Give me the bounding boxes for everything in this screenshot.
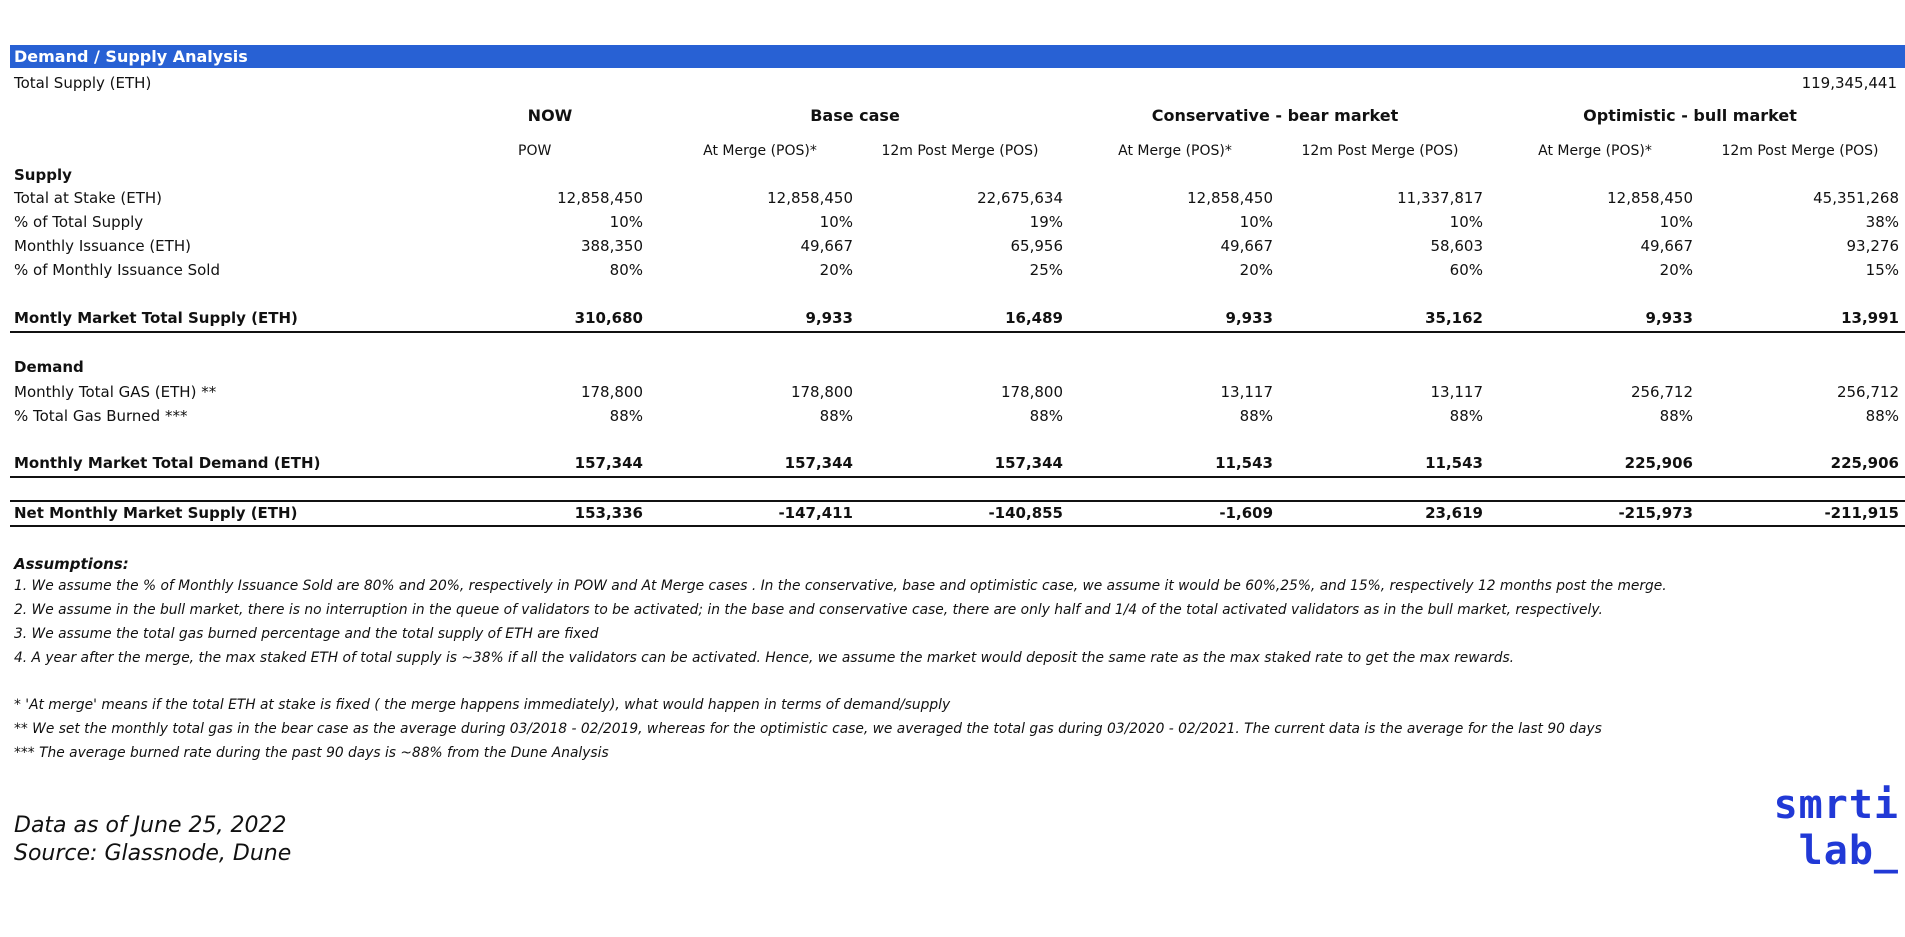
cell-now-pow: 178,800 (580, 383, 643, 401)
cell-opt-merge: 88% (1659, 407, 1693, 425)
cell-cons-merge: 13,117 (1220, 383, 1273, 401)
cell-opt-merge: 225,906 (1624, 454, 1693, 472)
supply-section-row (0, 163, 1905, 187)
total-supply-label: Total Supply (ETH) (14, 74, 152, 92)
sub-header-base-12m: 12m Post Merge (POS) (881, 143, 1039, 159)
cell-cons-merge: 49,667 (1220, 237, 1273, 255)
footnote-item: * 'At merge' means if the total ETH at stake is fixed ( the merge happens immediately), what would happen in terms of demand/supply (14, 697, 951, 713)
total-supply-row (0, 71, 1905, 95)
cell-base-merge: 49,667 (800, 237, 853, 255)
demand-total-row (0, 451, 1905, 475)
cell-now-pow: 388,350 (580, 237, 643, 255)
cell-base-merge: 9,933 (805, 309, 853, 327)
cell-now-pow: 88% (609, 407, 643, 425)
row-label: % of Total Supply (14, 213, 144, 231)
demand-section-row (0, 355, 1905, 379)
table-row (0, 186, 1905, 210)
group-header-optimistic: Optimistic - bull market (1583, 106, 1797, 125)
cell-base-12m: 22,675,634 (977, 189, 1063, 207)
table-row (0, 404, 1905, 428)
cell-base-12m: 16,489 (1005, 309, 1063, 327)
assumption-item: 3. We assume the total gas burned percentage and the total supply of ETH are fixed (14, 626, 599, 642)
cell-opt-12m: 45,351,268 (1813, 189, 1899, 207)
row-label: Total at Stake (ETH) (14, 189, 163, 207)
table-row (0, 380, 1905, 404)
cell-base-12m: 88% (1029, 407, 1063, 425)
cell-base-12m: 25% (1029, 261, 1063, 279)
cell-opt-merge: 9,933 (1645, 309, 1693, 327)
demand-section-heading: Demand (14, 358, 84, 376)
group-header-row (0, 104, 1905, 128)
cell-opt-12m: 38% (1865, 213, 1899, 231)
cell-opt-merge: 49,667 (1640, 237, 1693, 255)
cell-base-merge: -147,411 (778, 504, 853, 522)
cell-opt-merge: 10% (1659, 213, 1693, 231)
cell-opt-12m: 93,276 (1846, 237, 1899, 255)
cell-cons-12m: 58,603 (1430, 237, 1483, 255)
cell-cons-merge: 10% (1239, 213, 1273, 231)
logo-line-2: lab_ (1798, 828, 1899, 874)
cell-opt-merge: 256,712 (1630, 383, 1693, 401)
sub-header-base-merge: At Merge (POS)* (703, 143, 817, 159)
cell-cons-12m: 60% (1449, 261, 1483, 279)
cell-now-pow: 80% (609, 261, 643, 279)
row-label: Montly Market Total Supply (ETH) (14, 309, 298, 327)
cell-opt-12m: 225,906 (1830, 454, 1899, 472)
source-note: Source: Glassnode, Dune (14, 841, 292, 866)
cell-cons-12m: 10% (1449, 213, 1483, 231)
sub-header-opt-12m: 12m Post Merge (POS) (1721, 143, 1879, 159)
assumption-item: 1. We assume the % of Monthly Issuance Sold are 80% and 20%, respectively in POW and At Merge cases . In the conservative, base and optimistic case, we assume it would be 60%,25%, and 15%, respectively 12 months post the merge. (14, 578, 1667, 594)
cell-base-merge: 12,858,450 (767, 189, 853, 207)
total-supply-value: 119,345,441 (1801, 74, 1897, 92)
row-label: % of Monthly Issuance Sold (14, 261, 220, 279)
row-label: Monthly Issuance (ETH) (14, 237, 191, 255)
cell-base-12m: 19% (1029, 213, 1063, 231)
cell-base-merge: 20% (819, 261, 853, 279)
cell-cons-12m: 88% (1449, 407, 1483, 425)
cell-now-pow: 310,680 (574, 309, 643, 327)
cell-cons-merge: 9,933 (1225, 309, 1273, 327)
cell-cons-merge: -1,609 (1219, 504, 1273, 522)
cell-now-pow: 12,858,450 (557, 189, 643, 207)
cell-base-merge: 88% (819, 407, 853, 425)
cell-cons-12m: 11,337,817 (1397, 189, 1483, 207)
cell-opt-12m: 256,712 (1836, 383, 1899, 401)
sub-header-cons-12m: 12m Post Merge (POS) (1301, 143, 1459, 159)
cell-opt-12m: -211,915 (1824, 504, 1899, 522)
cell-cons-merge: 88% (1239, 407, 1273, 425)
sub-header-opt-merge: At Merge (POS)* (1538, 143, 1652, 159)
cell-base-12m: 65,956 (1010, 237, 1063, 255)
cell-base-12m: -140,855 (988, 504, 1063, 522)
cell-base-merge: 10% (819, 213, 853, 231)
row-label: Net Monthly Market Supply (ETH) (14, 504, 298, 522)
cell-now-pow: 10% (609, 213, 643, 231)
table-title: Demand / Supply Analysis (14, 47, 248, 66)
cell-opt-merge: 20% (1659, 261, 1693, 279)
row-label: Monthly Market Total Demand (ETH) (14, 454, 321, 472)
cell-cons-12m: 11,543 (1425, 454, 1483, 472)
group-header-now: NOW (527, 106, 573, 125)
cell-base-12m: 178,800 (1000, 383, 1063, 401)
group-header-base: Base case (810, 106, 900, 125)
cell-cons-12m: 35,162 (1425, 309, 1483, 327)
cell-base-merge: 157,344 (784, 454, 853, 472)
cell-opt-12m: 88% (1865, 407, 1899, 425)
cell-now-pow: 157,344 (574, 454, 643, 472)
cell-cons-merge: 11,543 (1215, 454, 1273, 472)
row-label: Monthly Total GAS (ETH) ** (14, 383, 217, 401)
row-label: % Total Gas Burned *** (14, 407, 188, 425)
divider (10, 525, 1905, 527)
data-as-of: Data as of June 25, 2022 (14, 813, 287, 838)
sub-header-row (0, 139, 1905, 163)
assumption-item: 2. We assume in the bull market, there is no interruption in the queue of validators to be activated; in the base and conservative case, there are only half and 1/4 of the total activated validators as in the bull market, respectively. (14, 602, 1603, 618)
smrti-logo (1774, 782, 1899, 874)
logo-line-1: smrti (1773, 782, 1899, 828)
cell-cons-merge: 12,858,450 (1187, 189, 1273, 207)
cell-opt-12m: 13,991 (1841, 309, 1899, 327)
cell-cons-12m: 23,619 (1425, 504, 1483, 522)
cell-opt-merge: 12,858,450 (1607, 189, 1693, 207)
table-row (0, 258, 1905, 282)
table-row (0, 234, 1905, 258)
sub-header-cons-merge: At Merge (POS)* (1118, 143, 1232, 159)
cell-base-12m: 157,344 (994, 454, 1063, 472)
net-total-row (0, 501, 1905, 525)
cell-opt-merge: -215,973 (1618, 504, 1693, 522)
footnote-item: ** We set the monthly total gas in the bear case as the average during 03/2018 - 02/2019, whereas for the optimistic case, we averaged the total gas during 03/2020 - 02/2021. The current data is the average for the last 90 days (14, 721, 1602, 737)
supply-total-row (0, 306, 1905, 330)
sub-header-pow: POW (518, 143, 552, 159)
divider (10, 331, 1905, 333)
supply-section-heading: Supply (14, 166, 72, 184)
cell-cons-12m: 13,117 (1430, 383, 1483, 401)
assumption-item: 4. A year after the merge, the max staked ETH of total supply is ~38% if all the validators can be activated. Hence, we assume the market would deposit the same rate as the max staked rate to get the max rewards. (14, 650, 1515, 666)
assumptions-heading: Assumptions: (14, 555, 129, 573)
group-header-conservative: Conservative - bear market (1151, 106, 1399, 125)
cell-opt-12m: 15% (1865, 261, 1899, 279)
cell-now-pow: 153,336 (574, 504, 643, 522)
cell-base-merge: 178,800 (790, 383, 853, 401)
table-row (0, 210, 1905, 234)
table-title-bar (10, 45, 1905, 68)
cell-cons-merge: 20% (1239, 261, 1273, 279)
divider (10, 476, 1905, 478)
footnote-item: *** The average burned rate during the past 90 days is ~88% from the Dune Analysis (14, 745, 609, 761)
